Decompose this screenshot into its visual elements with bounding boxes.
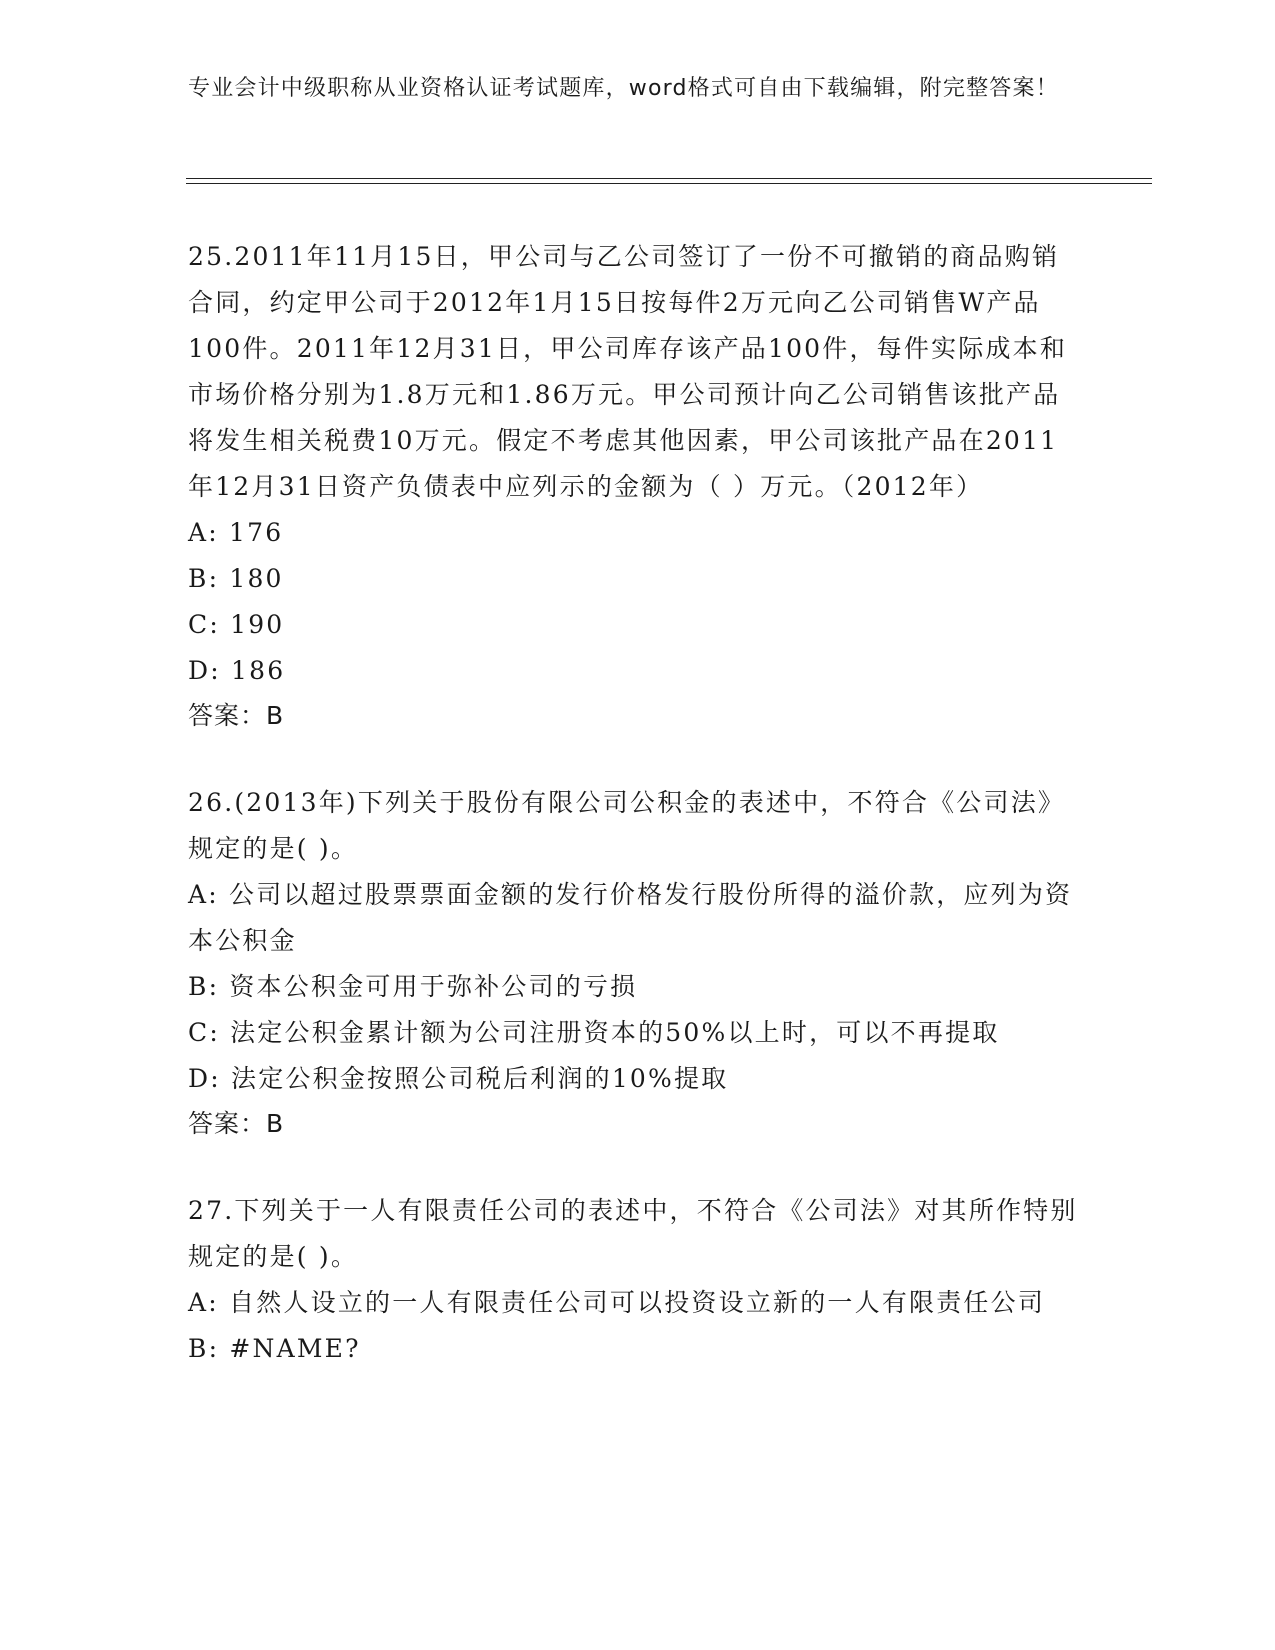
- answer-line: 答案：B: [188, 701, 285, 730]
- question-list: [188, 234, 1078, 1372]
- question-gap: [188, 738, 1078, 780]
- option-a: A: 自然人设立的一人有限责任公司可以投资设立新的一人有限责任公司: [188, 1288, 1046, 1317]
- question-stem: 25.2011年11月15日，甲公司与乙公司签订了一份不可撤销的商品购销合同，约定甲公司于2012年1月15日按每件2万元向乙公司销售W产品100件。2011年12月31日，甲公司库存该产品100件，每件实际成本和市场价格分别为1.8万元和1.86万元。甲公司预计向乙公司销售该批产品将发生相关税费10万元。假定不考虑其他因素，甲公司该批产品在2011年12月31日资产负债表中应列示的金额为（ ）万元。（2012年）: [188, 242, 1068, 501]
- option-b: B: 180: [188, 564, 284, 593]
- option-a: A: 176: [188, 518, 284, 547]
- option-c: C: 法定公积金累计额为公司注册资本的50%以上时，可以不再提取: [188, 1018, 1000, 1047]
- option-a: A: 公司以超过股票票面金额的发行价格发行股份所得的溢价款，应列为资本公积金: [188, 880, 1073, 955]
- option-b: B: #NAME?: [188, 1334, 361, 1363]
- question-gap: [188, 1146, 1078, 1188]
- page-header: 专业会计中级职称从业资格认证考试题库，word格式可自由下载编辑，附完整答案！: [188, 76, 1059, 101]
- question-26: [188, 780, 1078, 1146]
- option-d: D: 法定公积金按照公司税后利润的10%提取: [188, 1064, 729, 1093]
- header-rule-bottom: [186, 183, 1152, 184]
- option-d: D: 186: [188, 656, 286, 685]
- question-stem: 26.(2013年)下列关于股份有限公司公积金的表述中，不符合《公司法》规定的是( )。: [188, 788, 1066, 863]
- question-27: [188, 1188, 1078, 1372]
- option-c: C: 190: [188, 610, 285, 639]
- question-stem: 27.下列关于一人有限责任公司的表述中，不符合《公司法》对其所作特别规定的是( )。: [188, 1196, 1078, 1271]
- question-25: [188, 234, 1078, 738]
- answer-line: 答案：B: [188, 1109, 285, 1138]
- header-rule-top: [186, 178, 1152, 179]
- option-b: B: 资本公积金可用于弥补公司的亏损: [188, 972, 638, 1001]
